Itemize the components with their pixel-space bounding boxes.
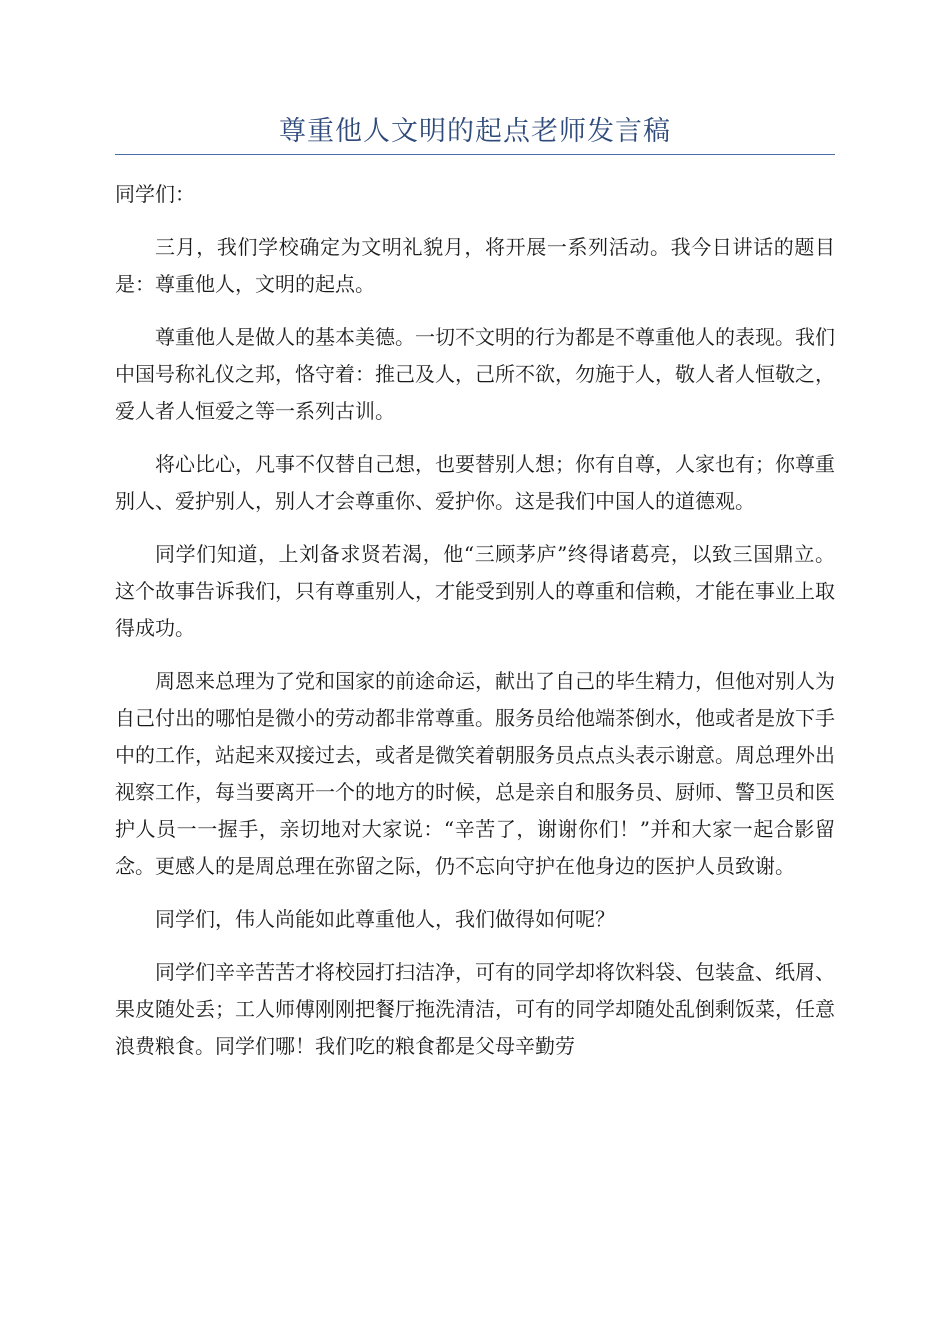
paragraph-2: 尊重他人是做人的基本美德。一切不文明的行为都是不尊重他人的表现。我们中国号称礼仪之邦，恪守着：推己及人，己所不欲，勿施于人，敬人者人恒敬之，爱人者人恒爱之等一系列古训。 bbox=[115, 325, 835, 423]
paragraph-4: 同学们知道，上刘备求贤若渴，他“三顾茅庐”终得诸葛亮，以致三国鼎立。这个故事告诉我们，只有尊重别人，才能受到别人的尊重和信赖，才能在事业上取得成功。 bbox=[115, 542, 835, 640]
paragraph-5: 周恩来总理为了党和国家的前途命运，献出了自己的毕生精力，但他对别人为自己付出的哪怕是微小的劳动都非常尊重。服务员给他端茶倒水，他或者是放下手中的工作，站起来双接过去，或者是微笑着朝服务员点点头表示谢意。周总理外出视察工作，每当要离开一个的地方的时候，总是亲自和服务员、厨师、警卫员和医护人员一一握手，亲切地对大家说：“辛苦了，谢谢你们！”并和大家一起合影留念。更感人的是周总理在弥留之际，仍不忘向守护在他身边的医护人员致谢。 bbox=[115, 669, 835, 878]
document-body bbox=[115, 176, 835, 1081]
paragraph-1: 三月，我们学校确定为文明礼貌月，将开展一系列活动。我今日讲话的题目是：尊重他人，文明的起点。 bbox=[115, 235, 835, 296]
title-underline bbox=[115, 154, 835, 155]
greeting: 同学们： bbox=[115, 182, 195, 206]
paragraph-7: 同学们辛辛苦苦才将校园打扫洁净，可有的同学却将饮料袋、包装盒、纸屑、果皮随处丢；工人师傅刚刚把餐厅拖洗清洁，可有的同学却随处乱倒剩饭菜，任意浪费粮食。同学们哪！我们吃的粮食都是父母辛勤劳 bbox=[115, 960, 835, 1058]
paragraph-3: 将心比心，凡事不仅替自己想，也要替别人想；你有自尊，人家也有；你尊重别人、爱护别人，别人才会尊重你、爱护你。这是我们中国人的道德观。 bbox=[115, 452, 835, 513]
document-title: 尊重他人文明的起点老师发言稿 bbox=[279, 116, 671, 147]
paragraph-6: 同学们，伟人尚能如此尊重他人，我们做得如何呢？ bbox=[155, 907, 615, 931]
